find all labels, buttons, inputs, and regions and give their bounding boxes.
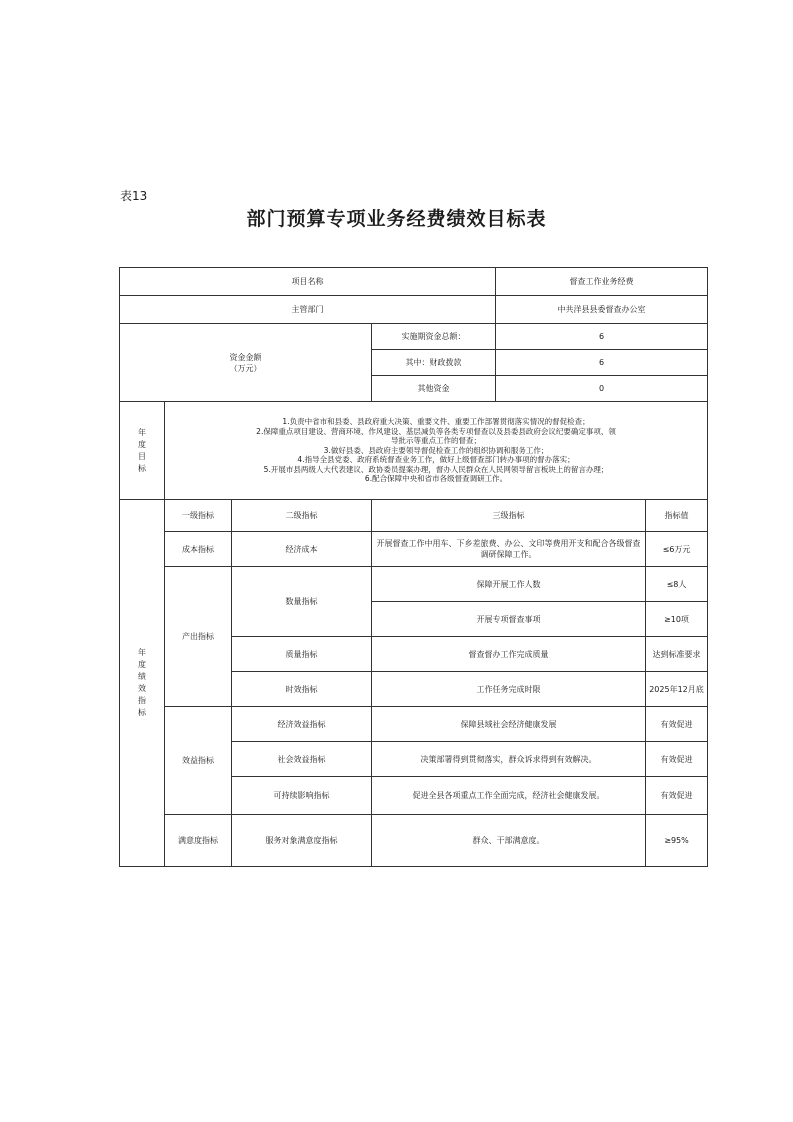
annual-indicators-label: 年度绩效指标 bbox=[120, 500, 165, 867]
benefit-1-level2: 经济效益指标 bbox=[232, 707, 372, 742]
timeliness-level3: 工作任务完成时限 bbox=[372, 672, 646, 707]
benefit-row-1 bbox=[120, 707, 708, 742]
funds-row-total bbox=[120, 324, 708, 350]
dept-label: 主管部门 bbox=[120, 296, 496, 324]
quality-value: 达到标准要求 bbox=[646, 637, 708, 672]
project-name-value: 督查工作业务经费 bbox=[496, 268, 708, 296]
project-name-row bbox=[120, 268, 708, 296]
funds-label: 资金金额 （万元） bbox=[120, 324, 372, 402]
cost-level2: 经济成本 bbox=[232, 532, 372, 567]
funds-fiscal-label: 其中：财政拨款 bbox=[372, 350, 496, 376]
goal-line: 1.负责中省市和县委、县政府重大决策、重要文件、重要工作部署贯彻落实情况的督促检查； bbox=[282, 417, 590, 427]
cost-row bbox=[120, 532, 708, 567]
funds-fiscal-value: 6 bbox=[496, 350, 708, 376]
annual-goals-content bbox=[165, 402, 708, 500]
benefit-level1: 效益指标 bbox=[165, 707, 232, 815]
goal-line: 3.做好县委、县政府主要领导督促检查工作的组织协调和服务工作； bbox=[323, 445, 549, 455]
timeliness-level2: 时效指标 bbox=[232, 672, 372, 707]
header-level1: 一级指标 bbox=[165, 500, 232, 532]
funds-other-label: 其他资金 bbox=[372, 376, 496, 402]
header-level2: 二级指标 bbox=[232, 500, 372, 532]
dept-row bbox=[120, 296, 708, 324]
header-level3: 三级指标 bbox=[372, 500, 646, 532]
annual-goals-row bbox=[120, 402, 708, 500]
quantity-1-level3: 保障开展工作人数 bbox=[372, 567, 646, 602]
dept-value: 中共洋县县委督查办公室 bbox=[496, 296, 708, 324]
timeliness-value: 2025年12月底 bbox=[646, 672, 708, 707]
quantity-2-value: ≥10项 bbox=[646, 602, 708, 637]
benefit-1-value: 有效促进 bbox=[646, 707, 708, 742]
quality-level2: 质量指标 bbox=[232, 637, 372, 672]
satisfaction-level1: 满意度指标 bbox=[165, 815, 232, 867]
benefit-2-value: 有效促进 bbox=[646, 742, 708, 777]
cost-level3: 开展督查工作中用车、下乡差旅费、办公、文印等费用开支和配合各级督查调研保障工作。 bbox=[372, 532, 646, 567]
satisfaction-level2: 服务对象满意度指标 bbox=[232, 815, 372, 867]
funds-other-value: 0 bbox=[496, 376, 708, 402]
goal-line: 2.保障重点项目建设、营商环境、作风建设、基层减负等各类专项督查以及县委县政府会议纪要确定事项、领 bbox=[256, 426, 616, 436]
benefit-3-level2: 可持续影响指标 bbox=[232, 777, 372, 815]
goal-line: 5.开展市县两级人大代表建议、政协委员提案办理，督办人民群众在人民网领导留言板块上的留言办理； bbox=[263, 464, 609, 474]
satisfaction-value: ≥95% bbox=[646, 815, 708, 867]
quantity-1-value: ≤8人 bbox=[646, 567, 708, 602]
header-value: 指标值 bbox=[646, 500, 708, 532]
benefit-3-value: 有效促进 bbox=[646, 777, 708, 815]
benefit-2-level2: 社会效益指标 bbox=[232, 742, 372, 777]
goal-line: 4.指导全县党委、政府系统督查业务工作，做好上级督查部门转办事项的督办落实； bbox=[297, 455, 575, 465]
goal-line: 导批示等重点工作的督查； bbox=[391, 436, 481, 446]
cost-level1: 成本指标 bbox=[165, 532, 232, 567]
benefit-3-level3: 促进全县各项重点工作全面完成，经济社会健康发展。 bbox=[372, 777, 646, 815]
table-number: 表13 bbox=[120, 189, 148, 203]
page-title: 部门预算专项业务经费绩效目标表 bbox=[246, 208, 547, 230]
quality-level3: 督查督办工作完成质量 bbox=[372, 637, 646, 672]
project-name-label: 项目名称 bbox=[120, 268, 496, 296]
benefit-2-level3: 决策部署得到贯彻落实，群众诉求得到有效解决。 bbox=[372, 742, 646, 777]
satisfaction-level3: 群众、干部满意度。 bbox=[372, 815, 646, 867]
satisfaction-row bbox=[120, 815, 708, 867]
cost-value: ≤6万元 bbox=[646, 532, 708, 567]
annual-goals-label: 年度目标 bbox=[120, 402, 165, 500]
funds-total-value: 6 bbox=[496, 324, 708, 350]
indicator-header-row bbox=[120, 500, 708, 532]
quantity-2-level3: 开展专项督查事项 bbox=[372, 602, 646, 637]
output-quantity-row-1 bbox=[120, 567, 708, 602]
performance-target-table bbox=[119, 267, 708, 867]
output-level1: 产出指标 bbox=[165, 567, 232, 707]
benefit-1-level3: 保障县域社会经济健康发展 bbox=[372, 707, 646, 742]
goal-line: 6.配合保障中央和省市各级督查调研工作。 bbox=[364, 474, 508, 484]
funds-total-label: 实施期资金总额： bbox=[372, 324, 496, 350]
quantity-level2: 数量指标 bbox=[232, 567, 372, 637]
